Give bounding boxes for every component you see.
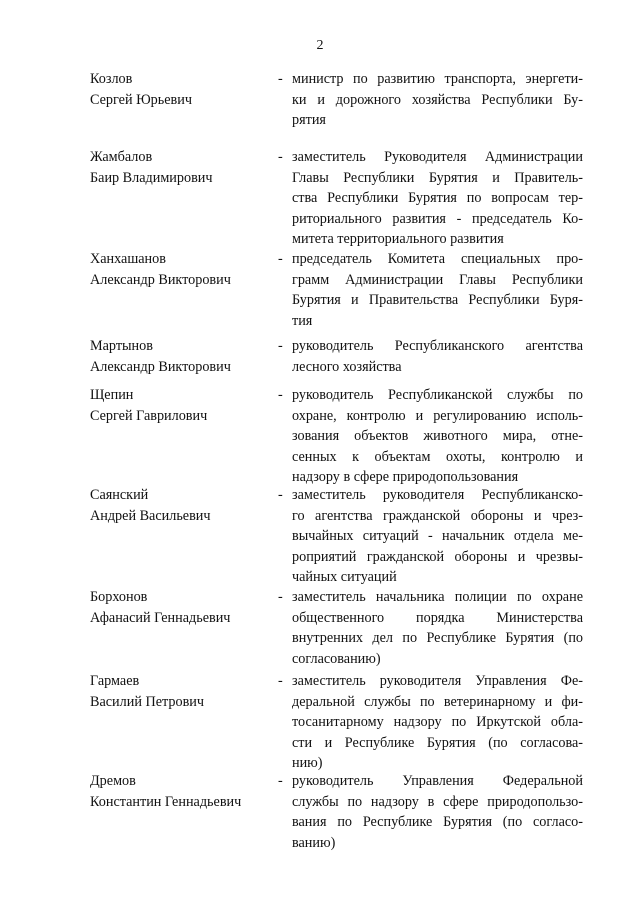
position-line: нию) bbox=[292, 755, 323, 771]
separator-dash: - bbox=[278, 338, 283, 354]
position-line: грамм Администрации Главы Республики bbox=[292, 271, 583, 288]
position-line: тосанитарному надзору по Иркутской обла- bbox=[292, 714, 583, 730]
position-line: службы по надзору в сфере природопользо- bbox=[292, 793, 583, 810]
given-names: Андрей Васильевич bbox=[90, 507, 211, 524]
position-line: Бурятия и Правительства Республики Буря- bbox=[292, 292, 583, 308]
position-line: заместитель начальника полиции по охране bbox=[292, 589, 583, 605]
position-description bbox=[292, 249, 583, 331]
person-name bbox=[90, 587, 270, 628]
position-description bbox=[292, 771, 583, 853]
position-line: го агентства гражданской обороны и чрез- bbox=[292, 507, 583, 524]
person-name bbox=[90, 147, 270, 188]
position-line: сенных к объектам охоты, контролю и bbox=[292, 448, 583, 465]
position-line: ства Республики Бурятия по вопросам тер- bbox=[292, 190, 583, 206]
surname: Гармаев bbox=[90, 673, 140, 689]
position-line: руководитель Управления Федеральной bbox=[292, 773, 583, 789]
surname: Мартынов bbox=[90, 338, 153, 354]
surname: Дремов bbox=[90, 773, 136, 789]
separator-dash: - bbox=[278, 487, 283, 503]
position-line: согласованию) bbox=[292, 650, 381, 667]
person-name bbox=[90, 385, 270, 426]
separator-dash: - bbox=[278, 251, 283, 267]
given-names: Баир Владимирович bbox=[90, 169, 213, 186]
position-line: риториального развития - председатель Ко- bbox=[292, 210, 583, 227]
person-name bbox=[90, 336, 270, 377]
position-line: вычайных ситуаций - начальник отдела ме- bbox=[292, 528, 583, 544]
position-description bbox=[292, 587, 583, 669]
position-line: вания по Республике Бурятия (по согласо- bbox=[292, 814, 583, 830]
position-description bbox=[292, 147, 583, 250]
separator-dash: - bbox=[278, 387, 283, 403]
given-names: Александр Викторович bbox=[90, 271, 231, 288]
given-names: Александр Викторович bbox=[90, 358, 231, 375]
position-line: ки и дорожного хозяйства Республики Бу- bbox=[292, 91, 583, 108]
surname: Козлов bbox=[90, 71, 133, 87]
person-name bbox=[90, 69, 270, 110]
position-line: заместитель Руководителя Администрации bbox=[292, 149, 583, 165]
given-names: Афанасий Геннадьевич bbox=[90, 609, 231, 626]
surname: Борхонов bbox=[90, 589, 148, 605]
given-names: Василий Петрович bbox=[90, 693, 204, 710]
position-line: сти и Республике Бурятия (по согласова- bbox=[292, 734, 583, 751]
position-description bbox=[292, 671, 583, 774]
position-description bbox=[292, 69, 583, 131]
person-name bbox=[90, 485, 270, 526]
given-names: Сергей Юрьевич bbox=[90, 91, 192, 108]
position-description bbox=[292, 385, 583, 488]
separator-dash: - bbox=[278, 773, 283, 789]
person-name bbox=[90, 249, 270, 290]
separator-dash: - bbox=[278, 589, 283, 605]
page-number: 2 bbox=[316, 38, 324, 53]
surname: Саянский bbox=[90, 487, 149, 503]
position-line: тия bbox=[292, 312, 313, 329]
position-line: лесного хозяйства bbox=[292, 358, 402, 375]
position-line: деральной службы по ветеринарному и фи- bbox=[292, 693, 583, 710]
position-line: чайных ситуаций bbox=[292, 569, 397, 585]
position-line: общественного порядка Министерства bbox=[292, 609, 583, 626]
position-line: роприятий гражданской обороны и чрезвы- bbox=[292, 548, 583, 565]
person-name bbox=[90, 771, 270, 812]
position-line: заместитель руководителя Управления Фе- bbox=[292, 673, 583, 689]
position-line: Главы Республики Бурятия и Правитель- bbox=[292, 169, 583, 186]
position-line: митета территориального развития bbox=[292, 231, 504, 247]
position-line: ванию) bbox=[292, 834, 336, 851]
position-line: охране, контролю и регулированию исполь- bbox=[292, 407, 583, 424]
given-names: Константин Геннадьевич bbox=[90, 793, 242, 810]
position-description bbox=[292, 485, 583, 588]
surname: Ханхашанов bbox=[90, 251, 166, 267]
position-description bbox=[292, 336, 583, 377]
position-line: надзору в сфере природопользования bbox=[292, 469, 519, 485]
position-line: министр по развитию транспорта, энергети- bbox=[292, 71, 583, 87]
position-line: председатель Комитета специальных про- bbox=[292, 251, 583, 267]
position-line: руководитель Республиканского агентства bbox=[292, 338, 583, 354]
person-name bbox=[90, 671, 270, 712]
position-line: рятия bbox=[292, 112, 326, 128]
surname: Щепин bbox=[90, 387, 134, 403]
surname: Жамбалов bbox=[90, 149, 153, 165]
separator-dash: - bbox=[278, 673, 283, 689]
position-line: внутренних дел по Республике Бурятия (по bbox=[292, 630, 583, 646]
position-line: руководитель Республиканской службы по bbox=[292, 387, 583, 403]
given-names: Сергей Гаврилович bbox=[90, 407, 208, 424]
position-line: заместитель руководителя Республиканско- bbox=[292, 487, 583, 503]
separator-dash: - bbox=[278, 71, 283, 87]
separator-dash: - bbox=[278, 149, 283, 165]
position-line: зования объектов животного мира, отне- bbox=[292, 428, 583, 444]
